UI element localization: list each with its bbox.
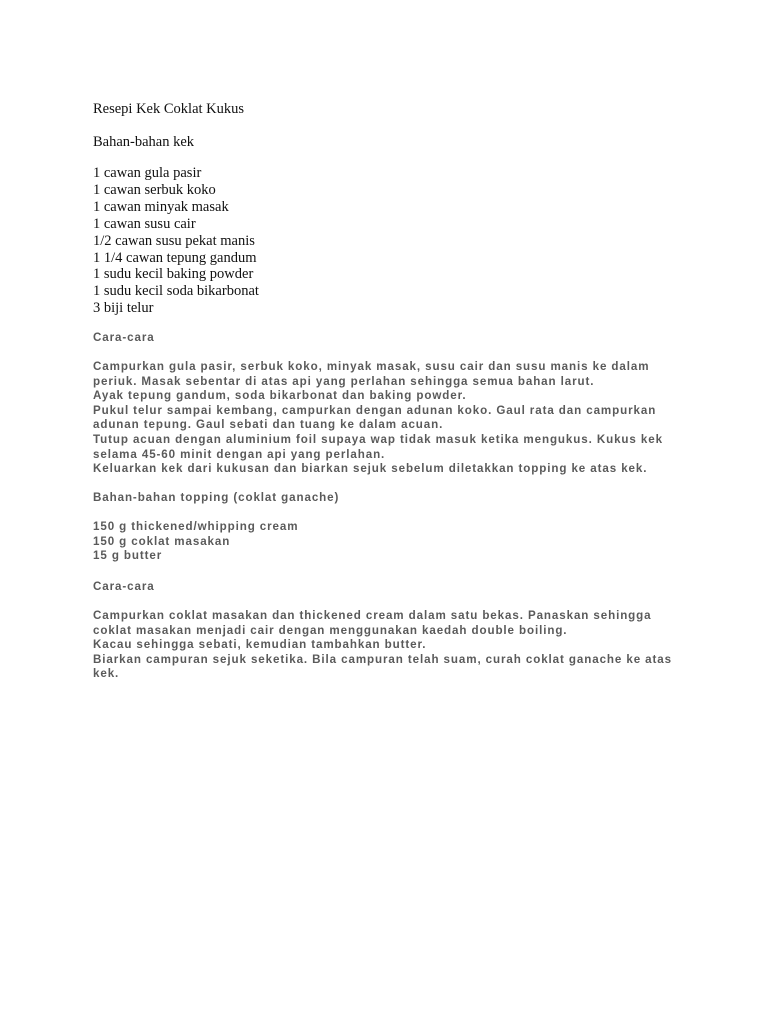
recipe-title: Resepi Kek Coklat Kukus xyxy=(93,101,245,117)
method-step: Campurkan coklat masakan dan thickened cream dalam satu bekas. Panaskan sehingga coklat masakan menjadi cair dengan menggunakan kaedah double boiling. xyxy=(93,609,652,637)
cake-ingredients-heading: Bahan-bahan kek xyxy=(93,134,195,150)
method-step: Biarkan campuran sejuk seketika. Bila campuran telah suam, curah coklat ganache ke atas kek. xyxy=(93,652,672,681)
list-item: 3 biji telur xyxy=(93,300,154,317)
list-item: 1 cawan minyak masak xyxy=(93,198,229,215)
method-step: Campurkan gula pasir, serbuk koko, minyak masak, susu cair dan susu manis ke dalam periuk. Masak sebentar di atas api yang perlahan sehingga semua bahan larut. xyxy=(93,360,650,388)
list-item: 15 g butter xyxy=(93,549,163,563)
method-step: Keluarkan kek dari kukusan dan biarkan sejuk sebelum diletakkan topping ke atas kek. xyxy=(93,462,648,476)
cake-method xyxy=(93,360,683,477)
list-item: 1 sudu kecil soda bikarbonat xyxy=(93,283,259,300)
method-step: Pukul telur sampai kembang, campurkan dengan adunan koko. Gaul rata dan campurkan adunan tepung. Gaul sebati dan tuang ke dalam acuan. xyxy=(93,403,657,432)
cake-method-heading: Cara-cara xyxy=(93,331,155,344)
topping-method-heading: Cara-cara xyxy=(93,580,155,593)
method-step: Tutup acuan dengan aluminium foil supaya wap tidak masuk ketika mengukus. Kukus kek selama 45-60 minit dengan api yang perlahan. xyxy=(93,432,663,461)
list-item: 1/2 cawan susu pekat manis xyxy=(93,232,255,249)
cake-ingredients-list xyxy=(93,165,259,317)
list-item: 1 1/4 cawan tepung gandum xyxy=(93,249,257,266)
list-item: 1 cawan serbuk koko xyxy=(93,181,216,198)
list-item: 1 cawan gula pasir xyxy=(93,165,202,181)
method-step: Ayak tepung gandum, soda bikarbonat dan baking powder. xyxy=(93,389,467,403)
topping-ingredients-heading: Bahan-bahan topping (coklat ganache) xyxy=(93,491,340,504)
topping-method xyxy=(93,609,683,682)
list-item: 150 g thickened/whipping cream xyxy=(93,520,299,533)
list-item: 150 g coklat masakan xyxy=(93,534,231,548)
list-item: 1 sudu kecil baking powder xyxy=(93,266,254,283)
method-step: Kacau sehingga sebati, kemudian tambahkan butter. xyxy=(93,638,427,652)
topping-ingredients-list xyxy=(93,520,683,564)
list-item: 1 cawan susu cair xyxy=(93,215,196,232)
